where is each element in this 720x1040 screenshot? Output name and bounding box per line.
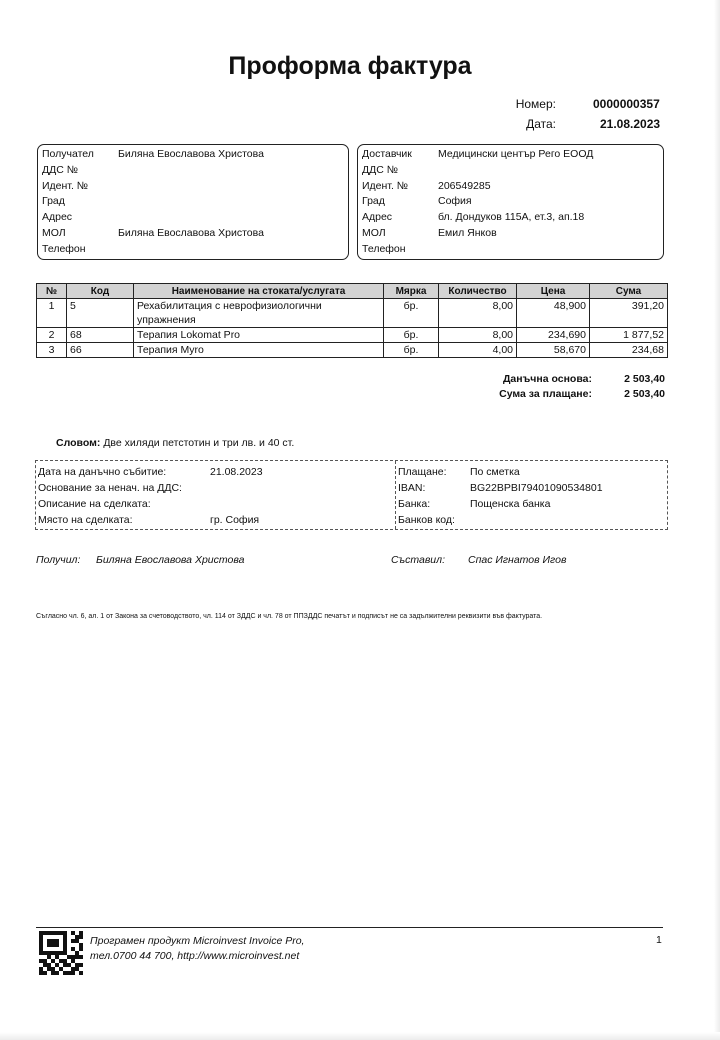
footer-rule <box>36 927 663 928</box>
received-by-name: Биляна Евославова Христова <box>96 554 245 566</box>
recipient-value <box>118 194 264 210</box>
supplier-value <box>438 242 593 258</box>
column-header: Сума <box>590 284 668 299</box>
row-number: 1 <box>37 299 67 328</box>
details-left-labels <box>38 464 182 528</box>
supplier-label: МОЛ <box>362 226 386 239</box>
details-right-labels <box>398 464 455 528</box>
prepared-by-name: Спас Игнатов Игов <box>468 554 567 566</box>
row-sum: 391,20 <box>590 299 668 328</box>
items-table <box>36 283 668 358</box>
row-quantity: 8,00 <box>439 328 517 343</box>
supplier-value: бл. Дондуков 115А, ет.3, ап.18 <box>438 211 585 224</box>
details-left-values <box>210 464 263 528</box>
column-header: Наименование на стоката/услугата <box>134 284 384 299</box>
payable-value: 2 503,40 <box>624 388 665 400</box>
page-title: Проформа фактура <box>228 52 472 80</box>
page-number: 1 <box>656 934 662 946</box>
row-quantity: 8,00 <box>439 299 517 328</box>
row-number: 3 <box>37 343 67 358</box>
tax-base-value: 2 503,40 <box>624 373 665 385</box>
supplier-label: Доставчик <box>362 148 412 160</box>
supplier-value <box>438 163 593 179</box>
row-price: 48,900 <box>517 299 590 328</box>
details-right-label: IBAN: <box>398 482 426 494</box>
details-left-value: 21.08.2023 <box>210 466 263 478</box>
supplier-label: Град <box>362 195 385 208</box>
details-right-label: Плащане: <box>398 466 447 478</box>
supplier-labels <box>362 147 412 258</box>
column-header: Количество <box>439 284 517 299</box>
column-header: Код <box>67 284 134 299</box>
tax-base-label: Данъчна основа: <box>502 373 592 385</box>
supplier-label: ДДС № <box>362 163 398 176</box>
supplier-values <box>438 147 593 258</box>
recipient-value <box>118 242 264 258</box>
column-header: № <box>37 284 67 299</box>
details-left-label: Основание за ненач. на ДДС: <box>38 482 182 494</box>
recipient-values <box>118 147 264 258</box>
row-unit: бр. <box>384 328 439 343</box>
amount-in-words <box>56 437 294 449</box>
supplier-value: София <box>438 195 472 208</box>
invoice-date: 21.08.2023 <box>600 117 661 131</box>
details-left-value <box>210 480 263 496</box>
details-left-value: гр. София <box>210 514 260 526</box>
details-right-value <box>470 512 603 528</box>
footer-line: тел.0700 44 700, http://www.microinvest.net <box>90 950 300 962</box>
legal-note: Съгласно чл. 6, ал. 1 от Закона за счетоводството, чл. 114 от ЗДДС и чл. 78 от ППЗДДС печатът и подписът не са задължителни реквизити във фактурата. <box>36 613 543 620</box>
row-name: Терапия Myro <box>134 343 384 358</box>
recipient-value: Биляна Евославова Христова <box>118 148 264 160</box>
recipient-value: Биляна Евославова Христова <box>118 226 264 239</box>
prepared-by-label: Съставил: <box>391 554 445 566</box>
supplier-label: Идент. № <box>362 179 409 192</box>
recipient-label: Получател <box>42 148 94 160</box>
row-unit: бр. <box>384 299 439 328</box>
row-name: Терапия Lokomat Pro <box>134 328 384 343</box>
table-row <box>37 299 668 328</box>
row-code: 5 <box>67 299 134 328</box>
table-row <box>37 328 668 343</box>
row-number: 2 <box>37 328 67 343</box>
table-row <box>37 343 668 358</box>
recipient-labels <box>42 147 94 258</box>
details-left-value <box>210 496 263 512</box>
recipient-box <box>37 144 349 260</box>
details-right-label: Банка: <box>398 498 431 510</box>
invoice-number: 0000000357 <box>593 97 660 111</box>
column-header: Цена <box>517 284 590 299</box>
column-header: Мярка <box>384 284 439 299</box>
supplier-label: Адрес <box>362 211 393 224</box>
details-left-label: Описание на сделката: <box>38 498 151 510</box>
supplier-label: Телефон <box>362 242 406 255</box>
row-unit: бр. <box>384 343 439 358</box>
qr-code <box>39 931 83 975</box>
row-sum: 1 877,52 <box>590 328 668 343</box>
recipient-label: Идент. № <box>42 179 89 192</box>
words-label: Словом: <box>56 437 101 449</box>
supplier-box <box>357 144 664 260</box>
row-price: 234,690 <box>517 328 590 343</box>
row-name: Рехабилитация с неврофизиологични упражнения <box>134 299 384 328</box>
details-right-value: Пощенска банка <box>470 498 551 510</box>
recipient-value <box>118 210 264 226</box>
table-header-row <box>37 284 668 299</box>
words-text: Две хиляди петстотин и три лв. и 40 ст. <box>103 437 295 449</box>
details-right-value: По сметка <box>470 466 520 478</box>
details-right-values <box>470 464 603 528</box>
payable-label: Сума за плащане: <box>499 388 592 400</box>
row-code: 66 <box>67 343 134 358</box>
recipient-label: МОЛ <box>42 226 66 239</box>
qr-module <box>79 971 83 975</box>
row-price: 58,670 <box>517 343 590 358</box>
row-sum: 234,68 <box>590 343 668 358</box>
footer-line: Програмен продукт Microinvest Invoice Pro, <box>90 935 305 947</box>
recipient-label: Телефон <box>42 242 86 255</box>
footer-software <box>90 934 304 964</box>
supplier-value: Медицински център Рего ЕООД <box>438 148 594 160</box>
supplier-value: Емил Янков <box>438 226 497 239</box>
received-by-label: Получил: <box>36 554 81 566</box>
row-code: 68 <box>67 328 134 343</box>
page-edge-right <box>714 0 720 1040</box>
date-label: Дата: <box>526 117 556 131</box>
recipient-value <box>118 163 264 179</box>
details-left-label: Дата на данъчно събитие: <box>38 466 167 478</box>
number-label: Номер: <box>515 97 556 111</box>
recipient-label: Град <box>42 195 65 208</box>
row-quantity: 4,00 <box>439 343 517 358</box>
details-divider <box>395 461 396 529</box>
supplier-value: 206549285 <box>438 179 491 192</box>
details-right-label: Банков код: <box>398 514 455 526</box>
recipient-label: Адрес <box>42 211 73 224</box>
recipient-value <box>118 179 264 195</box>
recipient-label: ДДС № <box>42 163 78 176</box>
details-right-value: BG22BPBI79401090534801 <box>470 482 603 494</box>
details-left-label: Място на сделката: <box>38 514 133 526</box>
page-edge-bottom <box>0 1032 720 1040</box>
